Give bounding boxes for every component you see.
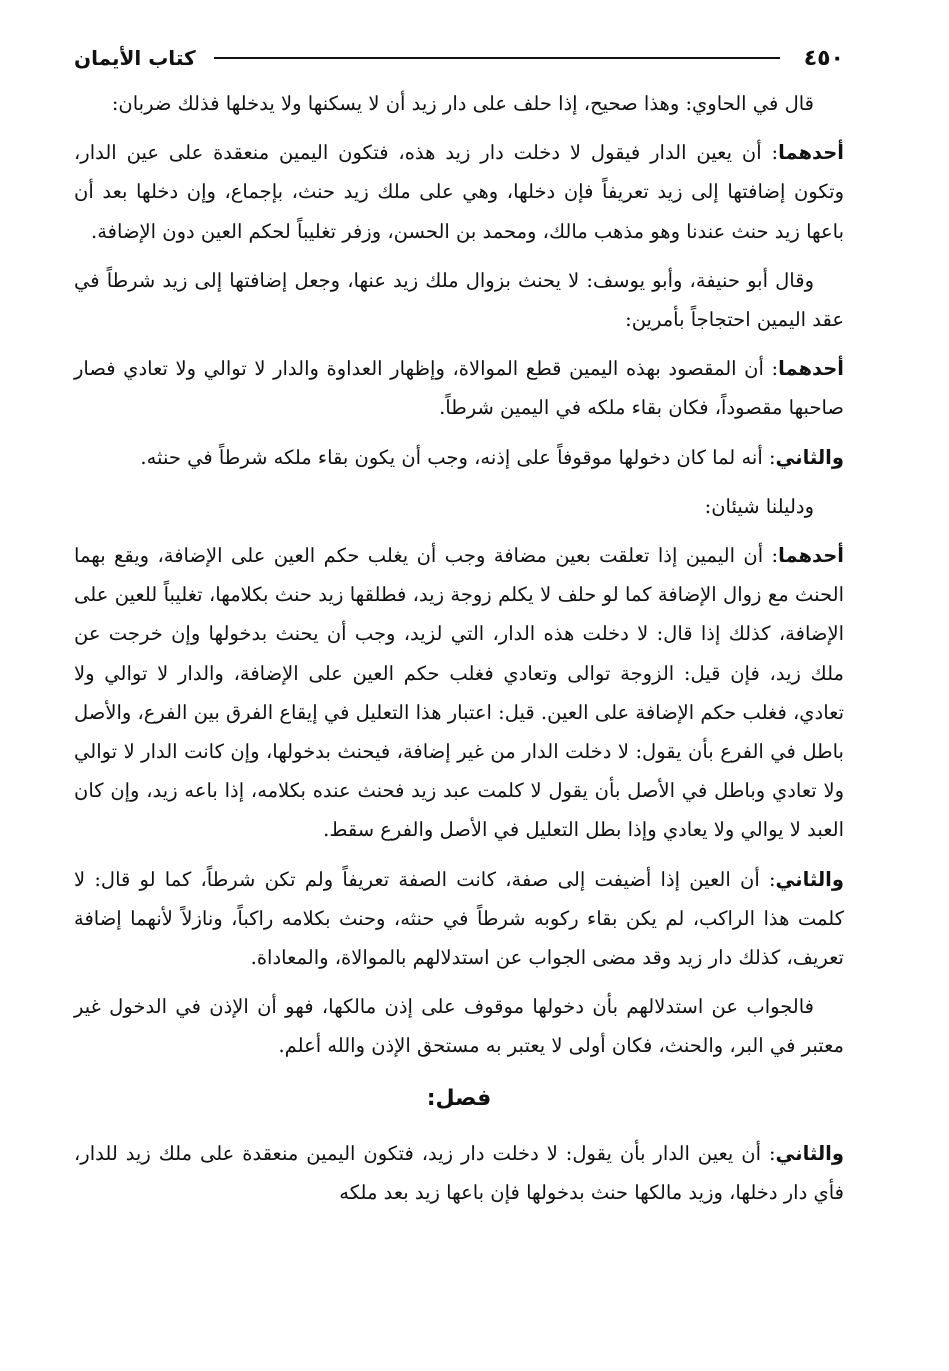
- paragraph: [74, 261, 844, 339]
- paragraph-text: : أنه لما كان دخولها موقوفاً على إذنه، وجب أن يكون بقاء ملكه شرطاً في حنثه.: [140, 445, 776, 469]
- paragraph-text: وقال أبو حنيفة، وأبو يوسف: لا يحنث بزوال ملك زيد عنها، وجعل إضافتها إلى زيد شرطاً في عقد اليمين احتجاجاً بأمرين:: [74, 268, 844, 332]
- page-number: ٤٥٠: [803, 45, 844, 71]
- paragraph-text: : أن يعين الدار فيقول لا دخلت دار زيد هذه، فتكون اليمين منعقدة على عين الدار، وتكون إضافتها إلى زيد تعريفاً فإن دخلها، وهي على ملك زيد حنث، بإجماع، وإن دخلها بعد أن باعها زيد حنث عندنا وهو مذهب مالك، ومحمد بن الحسن، وزفر تغليباً لحكم العين دون الإضافة.: [74, 141, 844, 243]
- paragraph-text: : أن يعين الدار بأن يقول: لا دخلت دار زيد، فتكون اليمين منعقدة على ملك زيد للدار، فأي دار دخلها، وزيد مالكها حنث بدخولها فإن باعها زيد بعد ملكه: [74, 1141, 844, 1204]
- paragraph: [74, 438, 844, 477]
- paragraph: [74, 84, 844, 123]
- page-header: [74, 38, 844, 78]
- paragraph: [74, 536, 844, 850]
- paragraph-text: فالجواب عن استدلالهم بأن دخولها موقوف على إذن مالكها، فهو أن الإذن في الدخول غير معتبر في البر، والحنث، فكان أولى لا يعتبر به مستحق الإذن والله أعلم.: [74, 995, 844, 1058]
- paragraph: [74, 349, 844, 427]
- header-rule: [214, 57, 780, 59]
- paragraph: [74, 987, 844, 1065]
- paragraph-lead: والثاني: [775, 1141, 844, 1165]
- paragraph: [74, 1134, 844, 1212]
- paragraph-lead: والثاني: [775, 445, 844, 469]
- paragraph-lead: أحدهما: [778, 141, 844, 165]
- book-page: [74, 38, 844, 1222]
- paragraph-lead: والثاني: [775, 867, 844, 891]
- section-heading: فصل:: [426, 1085, 492, 1111]
- paragraph: [74, 860, 844, 978]
- book-title: كتاب الأيمان: [74, 46, 196, 70]
- page-body: [74, 84, 844, 1212]
- paragraph-text: ودليلنا شيئان:: [704, 494, 814, 518]
- paragraph: [74, 133, 844, 251]
- paragraph-text: : أن اليمين إذا تعلقت بعين مضافة وجب أن يغلب حكم العين على الإضافة، ويقع بهما الحنث مع زوال الإضافة كما لو حلف لا يكلم زوجة زيد، فطلقها زيد حنث بكلامها، تغليباً للعين على الإضافة، كذلك إذا قال: لا دخلت هذه الدار، التي لزيد، وجب أن يحنث بدخولها وإن خرجت عن ملك زيد، فإن قيل: الزوجة توالى وتعادي فغلب حكم العين على الإضافة، والدار لا توالي ولا تعادي، فغلب حكم الإضافة على العين. قيل: اعتبار هذا التعليل في إيقاع الفرق بين الفرع، والأصل باطل في الفرع بأن يقول: لا دخلت الدار من غير إضافة، فيحنث بدخولها، وإن كانت الدار لا توالي ولا تعادي وباطل في الأصل بأن يقول لا كلمت عبد زيد فحنث عنده بكلامه، إذا باعه زيد، وإن كان العبد لا يوالي ولا يعادي وإذا بطل التعليل في الأصل والفرع سقط.: [74, 544, 844, 842]
- paragraph-text: قال في الحاوي: وهذا صحيح، إذا حلف على دار زيد أن لا يسكنها ولا يدخلها فذلك ضربان:: [111, 92, 814, 115]
- paragraph-lead: أحدهما: [778, 544, 844, 568]
- paragraph-text: : أن المقصود بهذه اليمين قطع الموالاة، وإظهار العداوة والدار لا توالي ولا تعادي فصار صاحبها مقصوداً، فكان بقاء ملكه في اليمين شرطاً.: [74, 357, 844, 420]
- paragraph: [74, 487, 844, 526]
- paragraph-text: : أن العين إذا أضيفت إلى صفة، كانت الصفة تعريفاً ولم تكن شرطاً، كما لو قال: لا كلمت هذا الراكب، لم يكن بقاء ركوبه شرطاً في حنثه، وحنث بكلامه راكباً، ونازلاً لأنهما إضافة تعريف، كذلك دار زيد وقد مضى الجواب عن استدلالهم بالموالاة، والمعاداة.: [74, 867, 844, 970]
- paragraph-lead: أحدهما: [778, 357, 844, 381]
